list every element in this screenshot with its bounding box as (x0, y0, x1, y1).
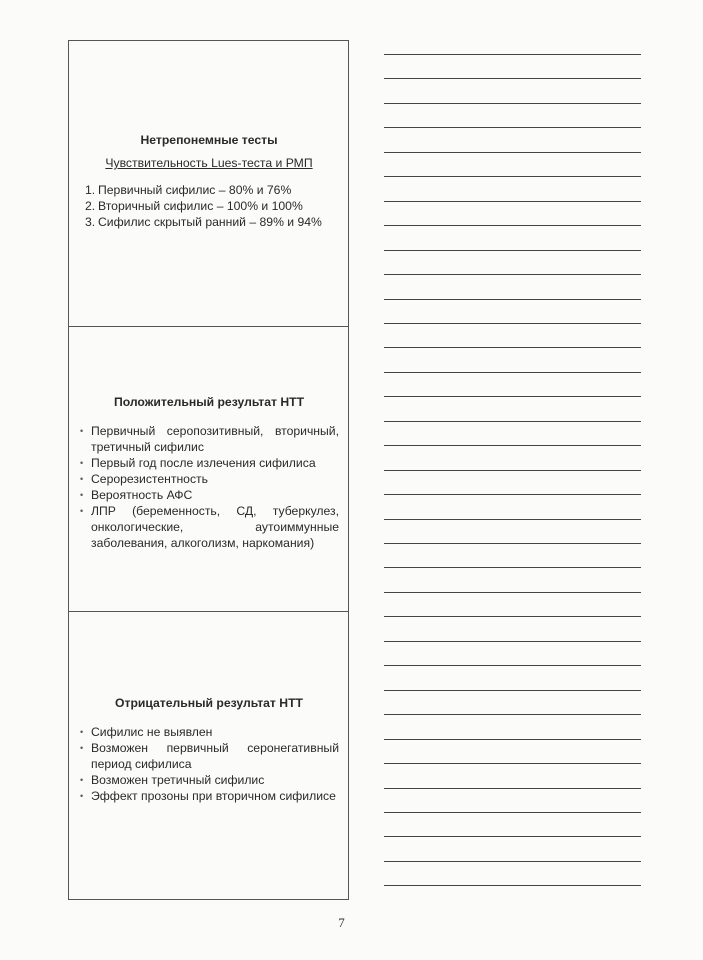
slide-negative-result (69, 611, 348, 899)
list-item: • Серорезистентность (77, 471, 341, 487)
note-line (384, 543, 641, 544)
list-item: • Вероятность АФС (77, 487, 341, 503)
note-line (384, 836, 641, 837)
slide-positive-result (69, 326, 348, 611)
note-line (384, 739, 641, 740)
slide-title: Отрицательный результат НТТ (115, 696, 303, 710)
note-line (384, 127, 641, 128)
note-line (384, 690, 641, 691)
note-line (384, 641, 641, 642)
note-line (384, 103, 641, 104)
note-line (384, 494, 641, 495)
note-line (384, 592, 641, 593)
slide-nontreponemal-tests (69, 41, 348, 326)
note-line (384, 299, 641, 300)
note-line (384, 763, 641, 764)
bullet-list (77, 423, 341, 551)
note-line (384, 225, 641, 226)
page-number: 7 (338, 915, 345, 930)
numbered-list (77, 182, 341, 230)
list-item-text: Вторичный сифилис – 100% и 100% (98, 199, 303, 213)
list-item-text: Первичный сифилис – 80% и 76% (98, 183, 292, 197)
slide-subtitle: Чувствительность Lues-теста и РМП (105, 156, 313, 170)
note-line (384, 885, 641, 886)
note-line (384, 323, 641, 324)
list-item: • Эффект прозоны при вторичном сифилисе (77, 788, 341, 804)
note-line (384, 421, 641, 422)
list-item: • Возможен третичный сифилис (77, 772, 341, 788)
note-line (384, 372, 641, 373)
note-line (384, 78, 641, 79)
note-line (384, 445, 641, 446)
list-item: • Возможен первичный серонегативный период сифилиса (77, 740, 341, 772)
note-line (384, 347, 641, 348)
note-line (384, 152, 641, 153)
note-line (384, 665, 641, 666)
list-number: 2. (85, 199, 96, 213)
note-line (384, 201, 641, 202)
note-line (384, 274, 641, 275)
note-line (384, 616, 641, 617)
list-item (85, 214, 341, 230)
list-item: • Сифилис не выявлен (77, 724, 341, 740)
slide-title: Положительный результат НТТ (113, 395, 305, 409)
note-line (384, 788, 641, 789)
note-line (384, 812, 641, 813)
list-item (85, 182, 341, 198)
note-line (384, 470, 641, 471)
note-line (384, 176, 641, 177)
list-item-text: Сифилис скрытый ранний – 89% и 94% (98, 215, 322, 229)
note-line (384, 714, 641, 715)
slide-title: Нетрепонемные тесты (140, 133, 278, 147)
note-line (384, 519, 641, 520)
note-line (384, 567, 641, 568)
bullet-list (77, 724, 341, 804)
list-item: • Первый год после излечения сифилиса (77, 455, 341, 471)
list-item (85, 198, 341, 214)
list-number: 1. (85, 183, 96, 197)
note-line (384, 396, 641, 397)
list-item: • ЛПР (беременность, СД, туберкулез, онкологические, аутоиммунные заболевания, алкоголизм, наркомания) (77, 503, 341, 551)
note-line (384, 861, 641, 862)
note-line (384, 54, 641, 55)
list-item: • Первичный серопозитивный, вторичный, третичный сифилис (77, 423, 341, 455)
list-number: 3. (85, 215, 96, 229)
notes-lines (384, 50, 641, 900)
slides-column (68, 40, 349, 900)
note-line (384, 250, 641, 251)
